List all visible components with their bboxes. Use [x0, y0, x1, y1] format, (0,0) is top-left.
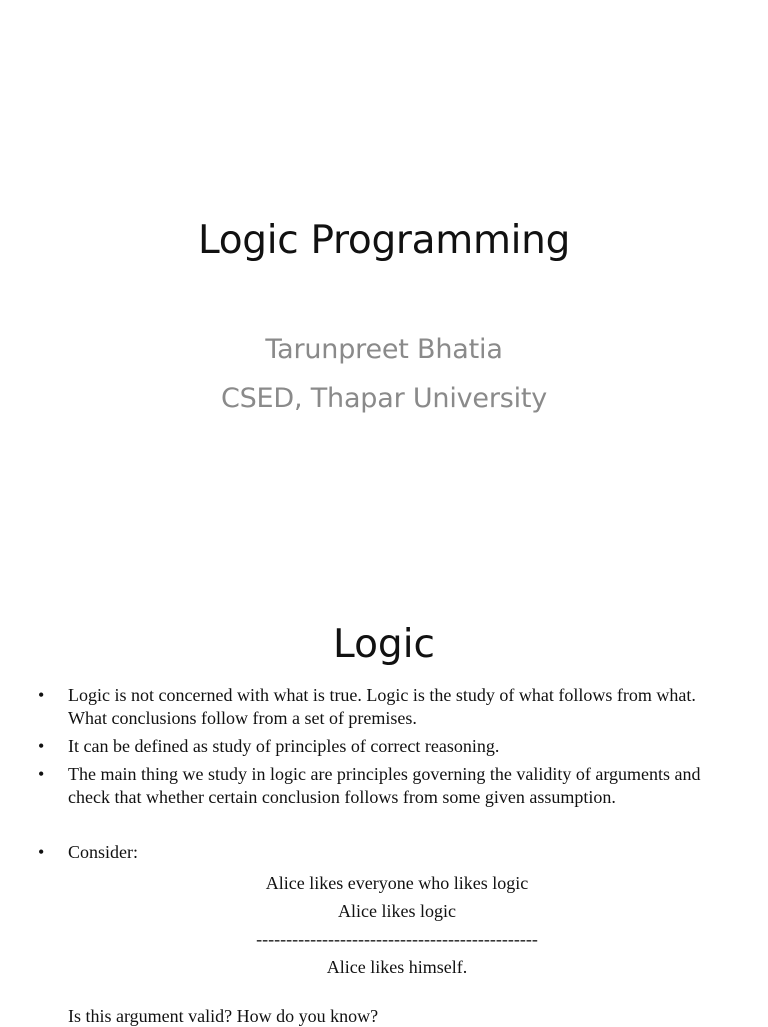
bullet-icon: •: [38, 685, 45, 705]
bullet-text: Consider:: [68, 842, 138, 862]
bullet-list: [0, 684, 768, 981]
question-text: Is this argument valid? How do you know?: [68, 1006, 379, 1026]
argument-premise-1: Alice likes everyone who likes logic: [265, 873, 529, 893]
affiliation: CSED, Thapar University: [220, 383, 548, 414]
bullet-item: [0, 735, 768, 758]
argument-premise-2: Alice likes logic: [338, 901, 456, 921]
bullet-text: Logic is not concerned with what is true. Logic is the study of what follows from what. What conclusions follow from a set of premises.: [68, 685, 696, 728]
bullet-icon: •: [38, 842, 45, 862]
bullet-icon: •: [38, 764, 45, 784]
logic-slide: [0, 576, 768, 1024]
bullet-item: [0, 763, 768, 809]
bullet-item: [0, 684, 768, 730]
spacer: [0, 814, 768, 841]
slide-title: Logic: [333, 622, 435, 667]
bullet-text: It can be defined as study of principles of correct reasoning.: [68, 736, 500, 756]
bullet-item: [0, 841, 768, 864]
argument-conclusion: Alice likes himself.: [326, 957, 468, 977]
author-name: Tarunpreet Bhatia: [265, 334, 503, 365]
bullet-text: The main thing we study in logic are principles governing the validity of arguments and check that whether certain conclusion follows from some given assumption.: [68, 764, 701, 807]
argument-separator: -----------------------------------------------: [256, 929, 538, 949]
slide-title: Logic Programming: [197, 218, 571, 263]
bullet-icon: •: [38, 736, 45, 756]
